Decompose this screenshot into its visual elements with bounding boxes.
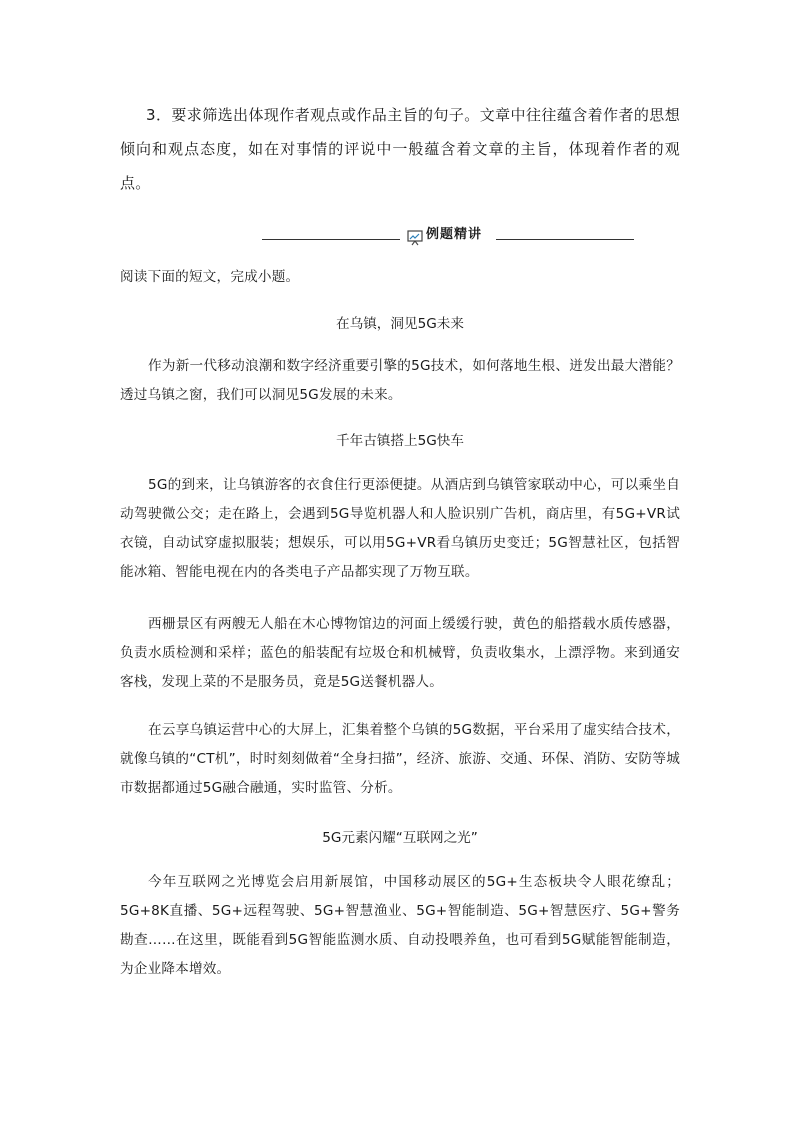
paragraph-4: 今年互联网之光博览会启用新展馆，中国移动展区的5G+生态板块令人眼花缭乱；5G+8K直播、5G+远程驾驶、5G+智慧渔业、5G+智能制造、5G+智慧医疗、5G+警务勘查……在这里，既能看到5G智能监测水质、自动投喂养鱼，也可看到5G赋能智能制造，为企业降本增效。: [120, 874, 680, 977]
instruction-text: 阅读下面的短文，完成小题。: [120, 269, 300, 285]
intro-block: [120, 98, 680, 200]
intro-paragraph: 3．要求筛选出体现作者观点或作品主旨的句子。文章中往往蕴含着作者的思想倾向和观点态度，如在对事情的评说中一般蕴含着文章的主旨，体现着作者的观点。: [120, 106, 680, 192]
paragraph-3-block: [120, 716, 680, 803]
subheading-2: 5G元素闪耀“互联网之光”: [322, 830, 478, 846]
paragraph-1-block: [120, 471, 680, 587]
section-header-label: 例题精讲: [426, 227, 483, 242]
paragraph-1: 5G的到来，让乌镇游客的衣食住行更添便捷。从酒店到乌镇管家联动中心，可以乘坐自动驾驶微公交；走在路上，会遇到5G导览机器人和人脸识别广告机，商店里，有5G+VR试衣镜，自动试穿虚拟服装；想娱乐，可以用5G+VR看乌镇历史变迁；5G智慧社区，包括智能冰箱、智能电视在内的各类电子产品都实现了万物互联。: [120, 477, 680, 580]
header-rule-right: [496, 239, 634, 240]
article-title: 在乌镇，洞见5G未来: [336, 316, 464, 332]
paragraph-4-block: [120, 868, 680, 984]
paragraph-2: 西栅景区有两艘无人船在木心博物馆边的河面上缓缓行驶，黄色的船搭载水质传感器，负责水质检测和采样；蓝色的船装配有垃圾仓和机械臂，负责收集水，上漂浮物。来到通安客栈，发现上菜的不是服务员，竟是5G送餐机器人。: [120, 616, 680, 690]
paragraph-3: 在云享乌镇运营中心的大屏上，汇集着整个乌镇的5G数据，平台采用了虚实结合技术，就像乌镇的“CT机”，时时刻刻做着“全身扫描”，经济、旅游、交通、环保、消防、安防等城市数据都通过5G融合融通，实时监管、分析。: [120, 722, 680, 796]
instruction-block: [120, 263, 680, 292]
paragraph-2-block: [120, 610, 680, 697]
article-lead-block: [120, 352, 680, 410]
presentation-board-icon: [407, 230, 423, 246]
article-lead: 作为新一代移动浪潮和数字经济重要引擎的5G技术，如何落地生根、迸发出最大潜能？透过乌镇之窗，我们可以洞见5G发展的未来。: [120, 358, 680, 403]
header-rule-left: [262, 239, 400, 240]
subheading-1: 千年古镇搭上5G快车: [336, 433, 464, 449]
section-header: [262, 222, 634, 250]
